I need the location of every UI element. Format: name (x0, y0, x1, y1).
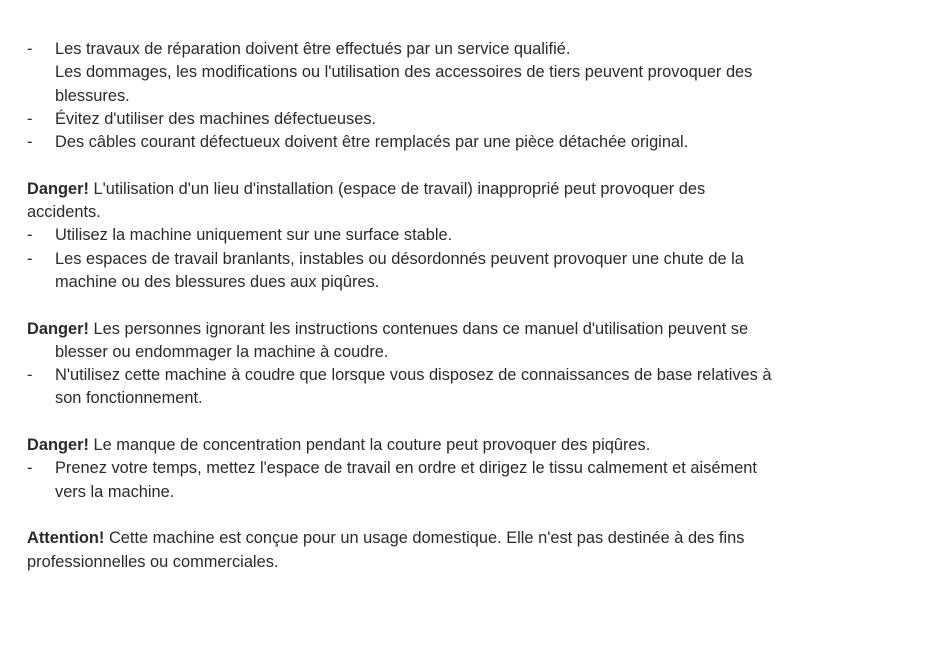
list-item-text: Les dommages, les modifications ou l'utilisation des accessoires de tiers peuvent provoquer des (55, 63, 753, 82)
warning-text: Les personnes ignorant les instructions contenues dans ce manuel d'utilisation peuvent se (93, 319, 749, 338)
list-item-text: Les travaux de réparation doivent être effectués par un service qualifié. (55, 40, 571, 58)
bullet-dash: - (27, 109, 33, 128)
list-item-text: N'utilisez cette machine à coudre que lorsque vous disposez de connaissances de base relatives à (55, 366, 772, 385)
list-item-continuation (27, 481, 927, 504)
paragraph-spacer (27, 504, 927, 527)
bullet-dash: - (27, 366, 33, 385)
warning-paragraph-continuation (27, 201, 927, 224)
attention-paragraph (27, 527, 927, 550)
list-item-continuation (27, 387, 927, 410)
list-item-text: Des câbles courant défectueux doivent être remplacés par une pièce détachée original. (55, 133, 689, 152)
bullet-dash: - (27, 40, 33, 58)
danger-label: Danger! (27, 436, 89, 455)
warning-text: accidents. (27, 203, 101, 222)
attention-paragraph-continuation (27, 551, 927, 574)
list-item-text: machine ou des blessures dues aux piqûres. (55, 272, 380, 291)
list-item (27, 131, 927, 154)
list-item (27, 224, 927, 247)
list-item-text: Évitez d'utiliser des machines défectueuses. (55, 109, 377, 128)
list-item-text: son fonctionnement. (55, 389, 203, 408)
list-item-text: Les espaces de travail branlants, instables ou désordonnés peuvent provoquer une chute de la (55, 249, 744, 268)
warning-text: blesser ou endommager la machine à coudre. (55, 342, 389, 361)
list-item-continuation (27, 61, 927, 84)
danger-label: Danger! (27, 179, 89, 198)
warning-text: L'utilisation d'un lieu d'installation (espace de travail) inapproprié peut provoquer des (93, 179, 706, 198)
warning-paragraph (27, 318, 927, 341)
bullet-dash: - (27, 226, 33, 245)
warning-paragraph (27, 434, 927, 457)
warning-paragraph (27, 178, 927, 201)
list-item-text: Utilisez la machine uniquement sur une surface stable. (55, 226, 453, 245)
list-item-text: Prenez votre temps, mettez l'espace de travail en ordre et dirigez le tissu calmement et aisément (55, 459, 757, 478)
list-item-text: blessures. (55, 86, 130, 105)
paragraph-spacer (27, 154, 927, 177)
list-item-continuation (27, 85, 927, 108)
list-item (27, 364, 927, 387)
list-item-text: vers la machine. (55, 482, 175, 501)
bullet-dash: - (27, 459, 33, 478)
list-item (27, 38, 927, 61)
attention-text: Cette machine est conçue pour un usage domestique. Elle n'est pas destinée à des fins (108, 529, 745, 548)
list-item-continuation (27, 271, 927, 294)
list-item (27, 457, 927, 480)
warning-paragraph-continuation (27, 341, 927, 364)
paragraph-spacer (27, 294, 927, 317)
bullet-dash: - (27, 249, 33, 268)
paragraph-spacer (27, 411, 927, 434)
bullet-dash: - (27, 133, 33, 152)
list-item (27, 108, 927, 131)
danger-label: Danger! (27, 319, 89, 338)
list-item (27, 248, 927, 271)
attention-label: Attention! (27, 529, 105, 548)
warning-text: Le manque de concentration pendant la couture peut provoquer des piqûres. (93, 436, 651, 455)
safety-instructions (27, 38, 927, 574)
attention-text: professionnelles ou commerciales. (27, 552, 279, 571)
